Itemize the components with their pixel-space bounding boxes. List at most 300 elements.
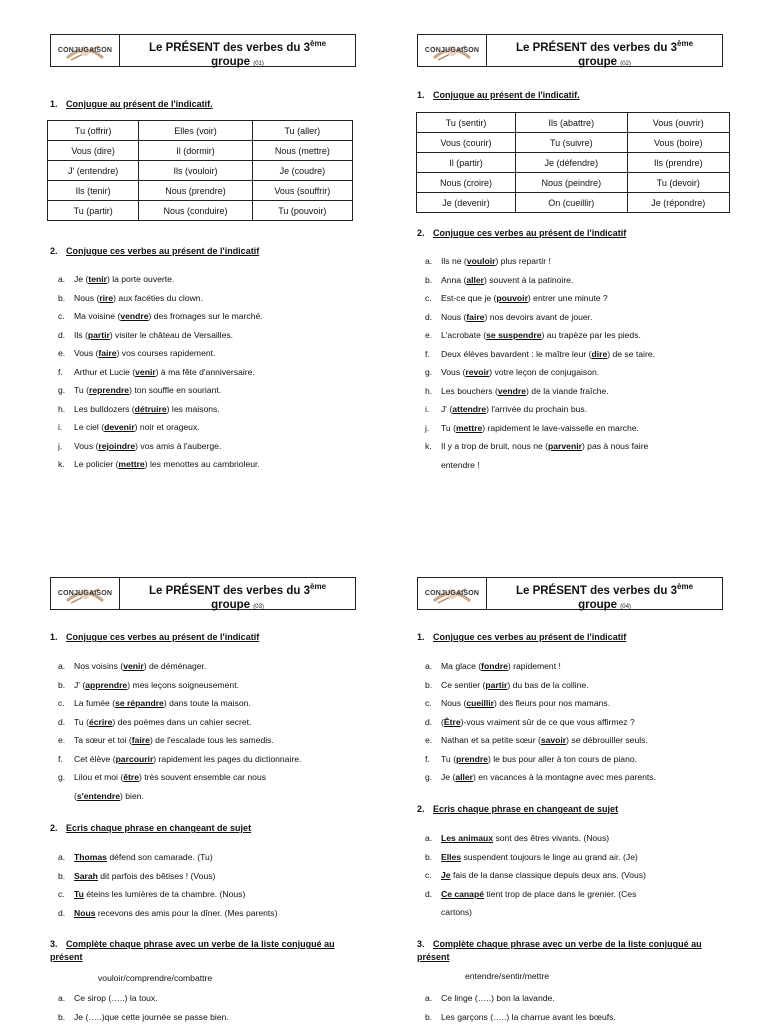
question-text: Complète chaque phrase avec un verbe de la liste conjugué au présent	[50, 939, 335, 962]
text-after: ) les menottes au cambrioleur.	[145, 459, 260, 469]
title-main: Le PRÉSENT des verbes du 3	[149, 42, 310, 54]
title-num: (04)	[620, 604, 631, 610]
item-letter: a.	[417, 829, 441, 848]
item-letter: j.	[50, 437, 74, 456]
title-main: Le PRÉSENT des verbes du 3	[149, 585, 310, 597]
text-after: )-vous vraiment sûr de ce que vous affirmez ?	[461, 717, 635, 727]
table-cell: Ils (abattre)	[516, 113, 628, 133]
text-before: J' (	[441, 404, 452, 414]
item-letter: g.	[417, 363, 441, 382]
item-letter: d.	[50, 713, 74, 732]
text-after: suspendent toujours le linge au grand air. (Je)	[461, 852, 638, 862]
title-main: Le PRÉSENT des verbes du 3	[516, 42, 677, 54]
text-before: Ma glace (	[441, 661, 481, 671]
verb: revoir	[465, 367, 489, 377]
conjugaison-logo	[51, 35, 120, 66]
item-text	[74, 787, 360, 806]
table-cell: Je (répondre)	[627, 193, 729, 213]
item-letter: b.	[417, 676, 441, 695]
title-group: groupe	[578, 56, 617, 68]
verb: écrire	[89, 717, 112, 727]
verb: cueillir	[466, 698, 494, 708]
table-cell: J' (entendre)	[48, 161, 139, 181]
text-before: Les bouchers (	[441, 386, 498, 396]
text-before: Tu (	[74, 385, 89, 395]
list-item	[417, 903, 727, 922]
table-row	[417, 153, 730, 173]
item-text	[441, 456, 727, 475]
item-text	[441, 657, 727, 676]
table-cell: Tu (offrir)	[48, 121, 139, 141]
text-before: entendre !	[441, 460, 480, 470]
card-header	[417, 577, 723, 610]
item-text	[441, 326, 727, 345]
item-letter: e.	[50, 344, 74, 363]
list-item	[417, 750, 727, 769]
item-letter: b.	[50, 289, 74, 308]
text-after: ) nos devoirs avant de jouer.	[484, 312, 592, 322]
table-cell: Vous (souffrir)	[252, 181, 352, 201]
item-letter: e.	[417, 731, 441, 750]
table-cell: Nous (prendre)	[139, 181, 252, 201]
verb: aller	[455, 772, 473, 782]
question-number: 3.	[50, 938, 66, 951]
text-after: ) de se taire.	[607, 349, 655, 359]
question-text: Conjugue au présent de l'indicatif.	[433, 90, 580, 100]
text-before: Ils (	[74, 330, 88, 340]
title-group: groupe	[578, 599, 617, 611]
item-text	[74, 867, 360, 886]
list-item	[50, 885, 360, 904]
table-cell: Il (dormir)	[139, 141, 252, 161]
verb: Sarah	[74, 871, 98, 881]
table-cell: Je (défendre)	[516, 153, 628, 173]
text-before: J' (	[74, 680, 85, 690]
title-num: (01)	[253, 61, 264, 67]
table-cell: Tu (sentir)	[417, 113, 516, 133]
text-before: Tu (	[74, 717, 89, 727]
list-item	[50, 768, 360, 787]
text-before: Est-ce que je (	[441, 293, 496, 303]
text-after: ) aux facéties du clown.	[113, 293, 203, 303]
question-text: Conjugue ces verbes au présent de l'indicatif	[66, 246, 259, 256]
verb: Je	[441, 870, 451, 880]
text-after: ) le bus pour aller à ton cours de piano.	[488, 754, 637, 764]
verb: prendre	[456, 754, 488, 764]
item-text	[441, 345, 727, 364]
question-1	[50, 99, 213, 109]
text-after: ) plus repartir !	[495, 256, 550, 266]
list-item	[50, 989, 360, 1008]
question-number: 1.	[417, 632, 433, 642]
question-3	[50, 938, 360, 964]
table-cell: Nous (conduire)	[139, 201, 252, 221]
text-before: La fumée (	[74, 698, 115, 708]
text-before: Vous (	[74, 441, 98, 451]
question-number: 2.	[417, 804, 433, 814]
table-cell: Ils (prendre)	[627, 153, 729, 173]
text-after: ) entrer une minute ?	[528, 293, 608, 303]
text-after: ) les maisons.	[167, 404, 220, 414]
exercise-list-3	[417, 989, 727, 1026]
item-text	[441, 419, 727, 438]
list-item	[417, 676, 727, 695]
table-cell: Vous (courir)	[417, 133, 516, 153]
text-before: Je (	[441, 772, 455, 782]
table-row	[48, 141, 353, 161]
text-after: ) vos amis à l'auberge.	[135, 441, 221, 451]
item-text	[441, 713, 727, 732]
text-after: dit parfois des bêtises ! (Vous)	[98, 871, 216, 881]
conjugaison-logo	[418, 578, 487, 609]
table-cell: Nous (mettre)	[252, 141, 352, 161]
card-header	[50, 577, 356, 610]
item-letter: a.	[50, 989, 74, 1008]
list-item	[50, 363, 360, 382]
text-after: ) au trapèze par les pieds.	[542, 330, 641, 340]
list-item	[417, 345, 727, 364]
verb: tenir	[88, 274, 107, 284]
title-group: groupe	[211, 599, 250, 611]
text-before: Tu (	[441, 423, 456, 433]
item-letter: d.	[417, 308, 441, 327]
item-letter: e.	[50, 731, 74, 750]
verb: attendre	[452, 404, 486, 414]
item-text	[74, 437, 360, 456]
item-letter: i.	[50, 418, 74, 437]
item-text	[74, 676, 360, 695]
question-text: Ecris chaque phrase en changeant de sujet	[66, 823, 251, 833]
list-item	[50, 904, 360, 923]
item-letter: b.	[417, 848, 441, 867]
text-after: ) à ma fête d'anniversaire.	[156, 367, 255, 377]
list-item	[417, 400, 727, 419]
item-text	[74, 400, 360, 419]
text-after: tient trop de place dans le grenier. (Ces	[484, 889, 636, 899]
list-item	[50, 289, 360, 308]
verb: reprendre	[89, 385, 129, 395]
text-before: Ce sentier (	[441, 680, 485, 690]
text-before: Nous (	[441, 698, 466, 708]
list-item	[417, 731, 727, 750]
list-item	[50, 750, 360, 769]
list-item	[417, 713, 727, 732]
verb: Thomas	[74, 852, 107, 862]
text-before: (	[74, 791, 77, 801]
item-text	[441, 400, 727, 419]
item-letter: b.	[50, 676, 74, 695]
item-letter: d.	[50, 904, 74, 923]
text-before: (	[441, 717, 444, 727]
item-text	[441, 271, 727, 290]
text-before: Arthur et Lucie (	[74, 367, 135, 377]
table-row	[417, 193, 730, 213]
item-text	[441, 694, 727, 713]
question-2	[50, 246, 259, 256]
question-number: 2.	[50, 823, 66, 833]
exercise-list-2	[417, 829, 727, 922]
verb: se suspendre	[486, 330, 541, 340]
text-after: ) mes leçons soigneusement.	[127, 680, 239, 690]
list-item	[417, 437, 727, 456]
item-letter: a.	[50, 848, 74, 867]
table-cell: Je (devenir)	[417, 193, 516, 213]
text-after: ) vos courses rapidement.	[117, 348, 216, 358]
item-letter: d.	[417, 885, 441, 904]
table-row	[417, 133, 730, 153]
question-number: 2.	[417, 228, 433, 238]
item-letter: h.	[417, 382, 441, 401]
verb: aller	[466, 275, 484, 285]
question-number: 1.	[50, 99, 66, 109]
text-after: ) des fromages sur le marché.	[149, 311, 263, 321]
verb: faire	[98, 348, 116, 358]
question-1	[417, 632, 626, 642]
question-number: 2.	[50, 246, 66, 256]
table-cell: Nous (peindre)	[516, 173, 628, 193]
list-item	[417, 289, 727, 308]
list-item	[50, 307, 360, 326]
text-before: Je (	[74, 274, 88, 284]
item-text: Ce linge (…..) bon la lavande.	[441, 989, 727, 1008]
list-item	[50, 1008, 360, 1026]
logo-text: CONJUGAISON	[58, 590, 112, 597]
table-cell: Je (coudre)	[252, 161, 352, 181]
item-letter: g.	[50, 381, 74, 400]
list-item	[417, 271, 727, 290]
item-text	[441, 308, 727, 327]
text-before: cartons)	[441, 907, 472, 917]
item-text	[74, 418, 360, 437]
item-text	[74, 694, 360, 713]
list-item	[417, 694, 727, 713]
verb: rejoindre	[98, 441, 135, 451]
text-after: sont des êtres vivants. (Nous)	[493, 833, 609, 843]
item-letter: a.	[417, 657, 441, 676]
verb: pouvoir	[496, 293, 528, 303]
text-after: recevons des amis pour la dîner. (Mes parents)	[95, 908, 277, 918]
item-text	[74, 657, 360, 676]
list-item	[50, 787, 360, 806]
item-letter: g.	[417, 768, 441, 787]
text-before: Nous (	[441, 312, 466, 322]
item-letter: c.	[417, 866, 441, 885]
item-letter: g.	[50, 768, 74, 787]
title-num: (02)	[620, 61, 631, 67]
item-text	[441, 829, 727, 848]
text-before: Nos voisins (	[74, 661, 123, 671]
title-group: groupe	[211, 56, 250, 68]
title-sup: ème	[310, 582, 326, 591]
item-letter	[417, 456, 441, 475]
table-cell: Tu (devoir)	[627, 173, 729, 193]
list-item	[417, 989, 727, 1008]
text-before: Les bulldozers (	[74, 404, 135, 414]
table-cell: On (cueillir)	[516, 193, 628, 213]
title-sup: ème	[310, 39, 326, 48]
question-2	[50, 823, 251, 833]
item-letter: f.	[417, 345, 441, 364]
question-1	[417, 90, 580, 100]
item-text: Je (…..)que cette journée se passe bien.	[74, 1008, 360, 1026]
exercise-list	[50, 657, 360, 805]
verb: vendre	[498, 386, 526, 396]
text-after: ) en vacances à la montagne avec mes parents.	[473, 772, 656, 782]
item-letter: a.	[50, 270, 74, 289]
item-letter: k.	[50, 455, 74, 474]
table-cell: Il (partir)	[417, 153, 516, 173]
item-text	[74, 713, 360, 732]
verb: s'entendre	[77, 791, 120, 801]
exercise-list-3	[50, 989, 360, 1026]
table-cell: Tu (pouvoir)	[252, 201, 352, 221]
text-after: ) de déménager.	[144, 661, 207, 671]
table-cell: Tu (aller)	[252, 121, 352, 141]
item-text	[441, 848, 727, 867]
verb: mettre	[456, 423, 482, 433]
item-text	[441, 289, 727, 308]
item-text	[74, 289, 360, 308]
text-before: Cet élève (	[74, 754, 116, 764]
question-text: Ecris chaque phrase en changeant de sujet	[433, 804, 618, 814]
title-sup: ème	[677, 582, 693, 591]
table-row	[48, 121, 353, 141]
text-after: éteins les lumières de ta chambre. (Nous)	[84, 889, 245, 899]
list-item	[417, 768, 727, 787]
text-before: Tu (	[441, 754, 456, 764]
word-list: vouloir/comprendre/combattre	[98, 973, 212, 983]
verb: Les animaux	[441, 833, 493, 843]
item-text	[74, 344, 360, 363]
question-text: Complète chaque phrase avec un verbe de la liste conjugué au présent	[417, 939, 702, 962]
item-text	[441, 750, 727, 769]
verb: savoir	[541, 735, 566, 745]
item-text	[74, 904, 360, 923]
text-after: ) très souvent ensemble car nous	[139, 772, 266, 782]
text-after: ) bien.	[120, 791, 144, 801]
item-letter: c.	[50, 307, 74, 326]
verb: Ce canapé	[441, 889, 484, 899]
item-letter: i.	[417, 400, 441, 419]
logo-text: CONJUGAISON	[425, 590, 479, 597]
list-item	[50, 437, 360, 456]
text-before: Lilou et moi (	[74, 772, 123, 782]
table-cell: Elles (voir)	[139, 121, 252, 141]
exercise-list	[417, 657, 727, 787]
verb: devenir	[104, 422, 135, 432]
table-row	[48, 161, 353, 181]
list-item	[50, 455, 360, 474]
text-after: défend son camarade. (Tu)	[107, 852, 213, 862]
question-text: Conjugue ces verbes au présent de l'indicatif	[66, 632, 259, 642]
question-2	[417, 228, 626, 238]
text-after: ) de la viande fraîche.	[526, 386, 609, 396]
verb: être	[123, 772, 139, 782]
text-before: Anna (	[441, 275, 466, 285]
item-text	[74, 270, 360, 289]
list-item	[50, 418, 360, 437]
item-letter: c.	[417, 289, 441, 308]
text-after: ) des fleurs pour nos mamans.	[494, 698, 610, 708]
table-row	[48, 201, 353, 221]
item-text	[441, 363, 727, 382]
title-num: (03)	[253, 604, 264, 610]
exercise-list	[417, 252, 727, 474]
item-text	[74, 750, 360, 769]
text-before: Ta sœur et toi (	[74, 735, 132, 745]
text-before: Deux élèves bavardent : le maître leur (	[441, 349, 591, 359]
text-after: ) se débrouiller seuls.	[566, 735, 648, 745]
text-after: ) de l'escalade tous les samedis.	[150, 735, 274, 745]
item-text	[74, 731, 360, 750]
table-cell: Ils (tenir)	[48, 181, 139, 201]
item-letter: a.	[50, 657, 74, 676]
card-title	[120, 35, 355, 66]
list-item	[50, 731, 360, 750]
item-letter: b.	[50, 1008, 74, 1026]
verb: vouloir	[467, 256, 496, 266]
table-cell: Vous (ouvrir)	[627, 113, 729, 133]
list-item	[417, 363, 727, 382]
item-text	[74, 885, 360, 904]
verb: rire	[99, 293, 113, 303]
item-text	[74, 326, 360, 345]
text-after: fais de la danse classique depuis deux ans. (Vous)	[451, 870, 646, 880]
list-item	[417, 419, 727, 438]
item-letter: f.	[50, 750, 74, 769]
list-item	[417, 252, 727, 271]
item-letter: j.	[417, 419, 441, 438]
exercise-list-2	[50, 848, 360, 922]
item-letter: f.	[417, 750, 441, 769]
card-title	[487, 35, 722, 66]
verb: parvenir	[548, 441, 582, 451]
list-item	[50, 676, 360, 695]
verb: venir	[123, 661, 144, 671]
text-before: Ils ne (	[441, 256, 467, 266]
item-text: Les garçons (…..) la charrue avant les bœufs.	[441, 1008, 727, 1026]
exercise-list	[50, 270, 360, 474]
logo-text: CONJUGAISON	[425, 47, 479, 54]
conjugation-table	[416, 112, 730, 213]
card-header	[417, 34, 723, 67]
item-text	[74, 768, 360, 787]
verb: détruire	[135, 404, 167, 414]
list-item	[417, 326, 727, 345]
item-text	[441, 885, 727, 904]
text-after: ) visiter le château de Versailles.	[110, 330, 233, 340]
list-item	[417, 885, 727, 904]
text-after: ) la porte ouverte.	[107, 274, 174, 284]
list-item	[417, 1008, 727, 1026]
list-item	[417, 456, 727, 475]
text-before: Ma voisine (	[74, 311, 120, 321]
verb: faire	[466, 312, 484, 322]
list-item	[417, 829, 727, 848]
item-text	[74, 455, 360, 474]
verb: partir	[485, 680, 507, 690]
text-before: Nathan et sa petite sœur (	[441, 735, 541, 745]
item-letter	[417, 903, 441, 922]
list-item	[417, 382, 727, 401]
text-before: Nous (	[74, 293, 99, 303]
card-title	[487, 578, 722, 609]
question-2	[417, 804, 618, 814]
list-item	[50, 270, 360, 289]
text-before: Vous (	[74, 348, 98, 358]
verb: faire	[132, 735, 150, 745]
text-before: Vous (	[441, 367, 465, 377]
